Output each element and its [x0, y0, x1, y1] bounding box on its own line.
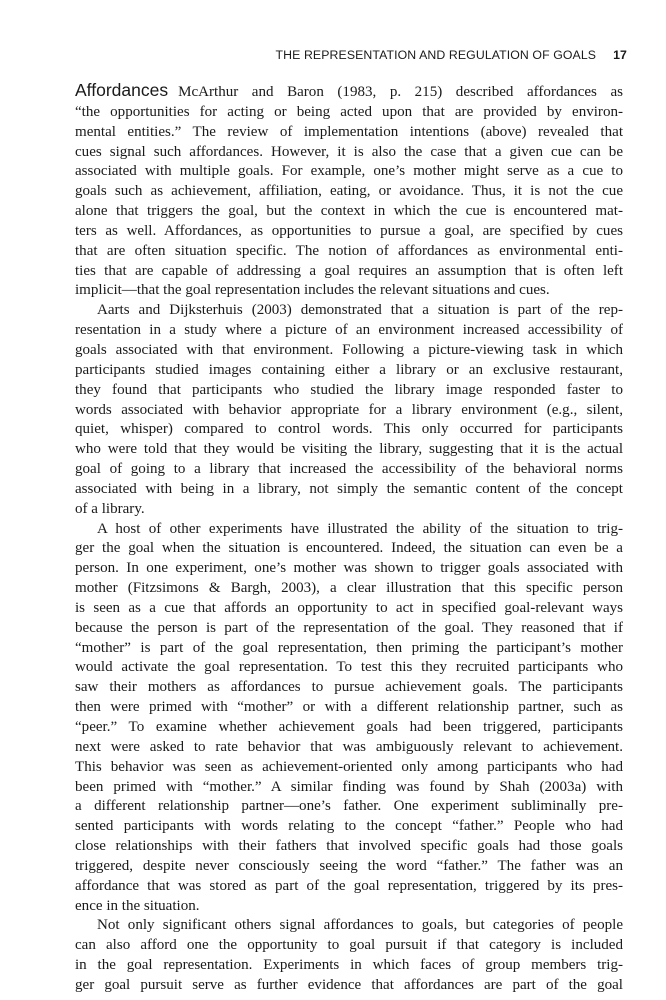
text-line: mother (Fitzsimons & Bargh, 2003), a clear illustration that this specific person — [75, 580, 623, 597]
text-line: quiet, whisper) compared to control words. This only occurred for participants — [75, 421, 623, 438]
text-line: Aarts and Dijksterhuis (2003) demonstrated that a situation is part of the rep- — [97, 302, 623, 319]
text-line: been primed with “mother.” A similar finding was found by Shah (2003a) with — [75, 778, 623, 795]
text-line: A host of other experiments have illustrated the ability of the situation to trig- — [97, 520, 623, 537]
text-line: would activate the goal representation. To test this they recruited participants who — [75, 659, 623, 676]
text-line: implicit—that the goal representation includes the relevant situations and cues. — [75, 282, 550, 299]
text-line: a different relationship partner—one’s father. One experiment subliminally pre- — [75, 798, 623, 815]
text-line: ties that are capable of addressing a goal requires an assumption that is often left — [75, 262, 623, 279]
paragraph — [75, 520, 623, 917]
text-line: “the opportunities for acting or being acted upon that are provided by environ- — [75, 103, 623, 120]
text-line: triggered, despite never consciously seeing the word “father.” The father was an — [75, 857, 623, 874]
text-line: affordance that was stored as part of the goal representation, triggered by its pres- — [75, 877, 623, 894]
text-line: cues signal such affordances. However, it is also the case that a given cue can be — [75, 143, 623, 160]
text-line: words associated with behavior appropriate for a library environment (e.g., silent, — [75, 401, 623, 418]
text-line: goals associated with that environment. Following a picture-viewing task in which — [75, 341, 623, 358]
text-line: then were primed with “mother” or with a different relationship partner, such as — [75, 699, 623, 716]
text-line: of a library. — [75, 500, 145, 517]
text-line: person. In one experiment, one’s mother was shown to trigger goals associated with — [75, 560, 623, 577]
text-line: “mother” is part of the goal representation, then priming the participant’s mother — [75, 639, 623, 656]
text-line — [75, 81, 623, 103]
text-line: mental entities.” The review of implementation intentions (above) revealed that — [75, 123, 623, 140]
text-line: who were told that they would be visiting the library, suggesting that it is the actual — [75, 441, 623, 458]
text-line: associated with multiple goals. For example, one’s mother might serve as a cue to — [75, 163, 623, 180]
running-title: THE REPRESENTATION AND REGULATION OF GOALS — [275, 48, 597, 62]
text-line: can also afford one the opportunity to goal pursuit if that category is included — [75, 937, 623, 954]
text-line: Not only significant others signal affordances to goals, but categories of people — [97, 917, 623, 934]
text-line: participants studied images containing either a library or an exclusive restaurant, — [75, 361, 623, 378]
text-line: in the goal representation. Experiments in which faces of group members trig- — [75, 957, 623, 974]
text-line: alone that triggers the goal, but the context in which the cue is encountered mat- — [75, 203, 623, 220]
paragraph — [75, 301, 623, 519]
text-line: goal of going to a library that increased the accessibility of the behavioral norms — [75, 461, 623, 478]
body-text — [75, 81, 623, 996]
text-line: associated with being in a library, not simply the semantic content of the concept — [75, 480, 623, 497]
text-line: “peer.” To examine whether achievement goals had been triggered, participants — [75, 719, 623, 735]
page-number: 17 — [613, 48, 627, 62]
paragraph — [75, 81, 623, 301]
text-line: that are often situation specific. The notion of affordances as environmental enti- — [75, 242, 623, 259]
text-line: ger goal pursuit serve as further evidence that affordances are part of the goal — [75, 976, 623, 993]
text-line: resentation in a study where a picture of an environment increased accessibility of — [75, 322, 623, 339]
text-line: next were asked to rate behavior that was ambiguously relevant to achievement. — [75, 738, 623, 755]
text-line: saw their mothers as affordances to pursue achievement goals. The participants — [75, 679, 623, 696]
text-line: ence in the situation. — [75, 897, 200, 914]
text-line-content: McArthur and Baron (1983, p. 215) described affordances as — [178, 84, 623, 100]
text-line: ger the goal when the situation is encountered. Indeed, the situation can even be a — [75, 540, 623, 557]
text-line: ters as well. Affordances, as opportunities to pursue a goal, are specified by cues — [75, 222, 623, 239]
section-heading: Affordances — [75, 81, 169, 100]
text-line: because the person is part of the representation of the goal. They reasoned that if — [75, 619, 623, 636]
text-line: is seen as a cue that affords an opportunity to act in specified goal-relevant ways — [75, 599, 623, 616]
text-line: This behavior was seen as achievement-oriented only among participants who had — [75, 758, 623, 775]
text-line: goals such as achievement, affiliation, eating, or avoidance. Thus, it is not the cue — [75, 183, 623, 200]
text-line: they found that participants who studied the library image responded faster to — [75, 381, 623, 398]
text-line: sented participants with words relating to the concept “father.” People who had — [75, 818, 623, 835]
paragraph — [75, 916, 623, 995]
running-head — [75, 48, 627, 62]
text-line: close relationships with their fathers that involved specific goals had those goals — [75, 838, 623, 855]
